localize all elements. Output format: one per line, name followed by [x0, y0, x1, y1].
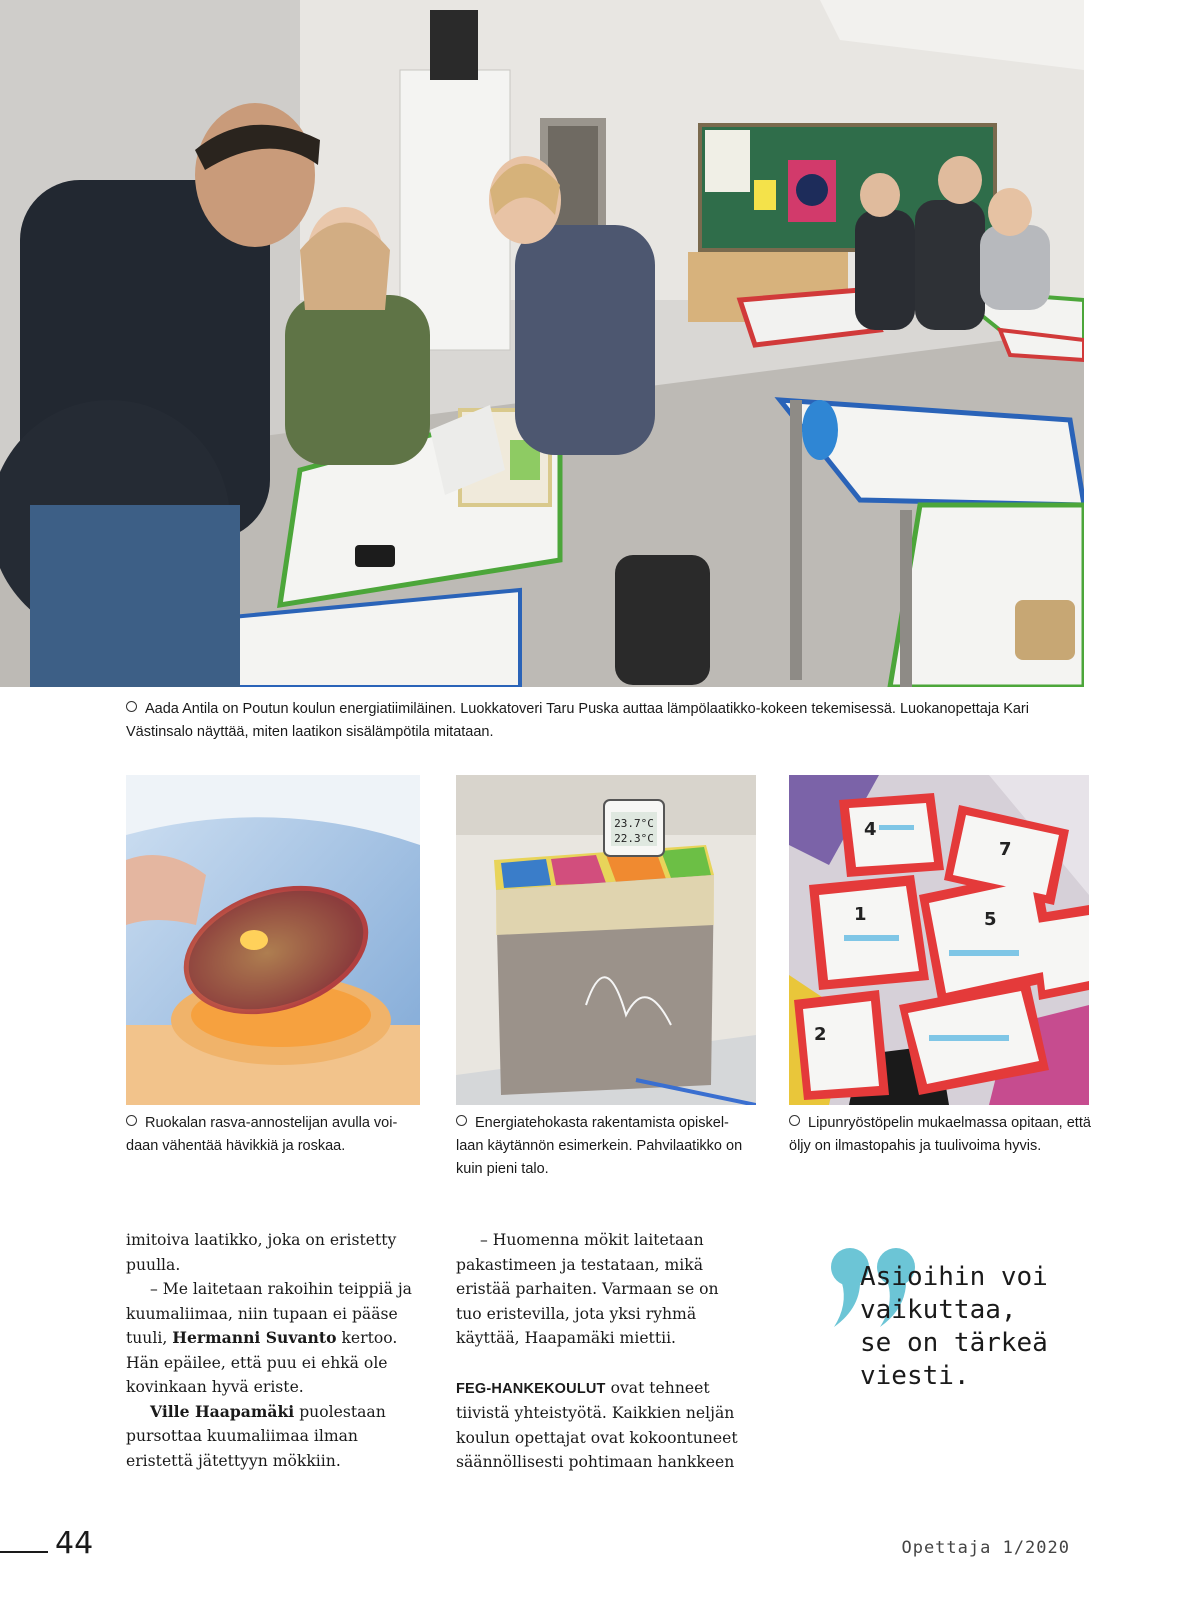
issue-label: Opettaja 1/2020: [901, 1538, 1070, 1558]
cardboard-house-caption: [456, 1112, 756, 1181]
cardboard-house-photo: [456, 775, 756, 1105]
paragraph-text: puolestaan pursottaa kuumaliimaa ilman eristettä jätettyyn mökkiin.: [126, 1402, 386, 1470]
paragraph-text: – Me laitetaan rakoihin teippiä ja kuumaliimaa, niin tupaan ei pääse tuuli,: [126, 1280, 412, 1347]
fat-dispenser-photo: [126, 775, 420, 1105]
main-photo-caption: [126, 698, 1084, 744]
thermometer-bottom-reading: 22.3°C: [614, 832, 654, 845]
svg-text:5: 5: [984, 909, 997, 930]
page-number: 44: [55, 1526, 94, 1561]
fat-dispenser-caption: [126, 1112, 426, 1158]
paragraph-text: ovat tehneet tiivistä yhteistyötä. Kaikkien neljän koulun opettajat ovat kokoontuneet säännöllisesti pohtimaan hankkeen: [456, 1378, 738, 1471]
paragraph-text: kertoo. Hän epäilee, että puu ei ehkä ole kovinkaan hyvä eriste.: [126, 1329, 398, 1396]
paragraph: [126, 1277, 416, 1400]
paragraph: imitoiva laatikko, joka on eristetty puulla.: [126, 1231, 397, 1274]
paragraph: – Huomenna mökit laitetaan pakastimeen ja testataan, mikä eristää parhaiten. Varmaan se on tuo eristevilla, jota yksi ryhmä käyttää, Haapamäki miettii.: [456, 1231, 719, 1347]
pull-quote: [826, 1247, 1136, 1407]
page-number-rule: [0, 1551, 48, 1553]
svg-text:1: 1: [854, 904, 867, 925]
svg-text:2: 2: [814, 1024, 827, 1045]
paragraph: [126, 1400, 416, 1474]
article-column-1: [126, 1228, 416, 1473]
caption-text: Energiatehokasta rakentamista opiskel-laan käytännön esimerkein. Pahvilaatikko on kuin pieni talo.: [456, 1115, 743, 1177]
thermometer-top-reading: 23.7°C: [614, 817, 654, 830]
caption-bullet-icon: [126, 1115, 137, 1126]
section-lead: FEG-HANKEKOULUT: [456, 1380, 606, 1397]
classroom-photo: [0, 0, 1084, 687]
svg-text:4: 4: [864, 819, 877, 840]
article-column-2: [456, 1228, 746, 1475]
caption-text: Lipunryöstöpelin mukaelmassa opitaan, että öljy on ilmastopahis ja tuulivoima hyvis.: [789, 1115, 1091, 1154]
paragraph: [456, 1376, 746, 1475]
caption-bullet-icon: [456, 1115, 467, 1126]
svg-text:7: 7: [999, 839, 1012, 860]
caption-bullet-icon: [789, 1115, 800, 1126]
caption-text: Ruokalan rasva-annostelijan avulla voi-daan vähentää hävikkiä ja roskaa.: [126, 1115, 398, 1154]
pull-quote-text: Asioihin voi vaikuttaa, se on tärkeä viesti.: [860, 1262, 1048, 1391]
person-name: Hermanni Suvanto: [172, 1328, 337, 1347]
caption-bullet-icon: [126, 701, 137, 712]
card-game-caption: [789, 1112, 1094, 1158]
person-name: Ville Haapamäki: [150, 1401, 295, 1421]
caption-text: Aada Antila on Poutun koulun energiatiimiläinen. Luokkatoveri Taru Puska auttaa lämpölaatikko-kokeen tekemisessä. Luokanopettaja Kari Västinsalo näyttää, miten laatikon sisälämpötila mitataan.: [126, 701, 1029, 740]
card-game-photo: [789, 775, 1089, 1105]
